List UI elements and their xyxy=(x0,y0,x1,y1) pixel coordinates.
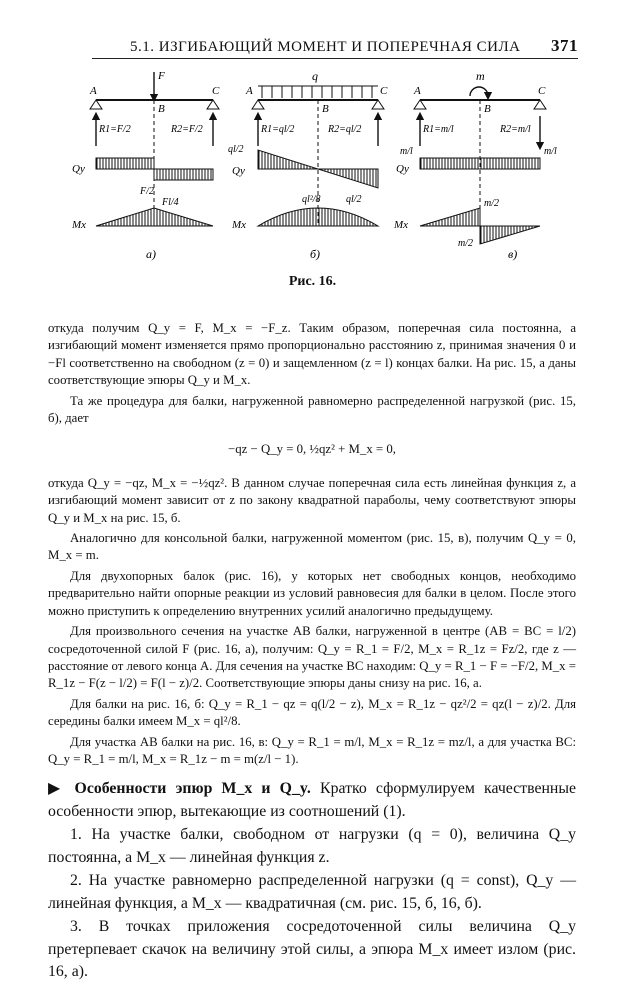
label-fl4-a: Fl/4 xyxy=(162,197,179,208)
label-ml-c-left: m/l xyxy=(400,146,413,157)
label-mx-b: Mx xyxy=(232,219,247,231)
mx-diagram-b xyxy=(258,208,378,226)
qy-diagram-a-neg xyxy=(154,169,213,180)
support-c-right xyxy=(534,100,546,109)
label-r2-c: R2=m/l xyxy=(500,124,531,135)
label-r1-b: R1=ql/2 xyxy=(261,124,295,135)
features-section xyxy=(48,778,576,984)
panel-a xyxy=(71,70,220,261)
qy-diagram-a-pos xyxy=(96,158,154,169)
support-c-left xyxy=(414,100,426,109)
label-a-b: A xyxy=(246,85,253,97)
label-f: F xyxy=(158,70,165,82)
section-heading-para xyxy=(48,778,576,823)
mx-diagram-a xyxy=(96,208,213,226)
mx-diagram-c-pos xyxy=(420,208,480,226)
subfig-label-a: а) xyxy=(146,247,156,261)
panel-c xyxy=(393,69,557,261)
label-mx-c: Mx xyxy=(394,219,409,231)
label-ql28-b: ql²/8 xyxy=(302,194,321,205)
page-number: 371 xyxy=(551,36,578,55)
label-b-b: B xyxy=(322,103,329,115)
label-m2-c-bottom: m/2 xyxy=(458,238,473,249)
support-a-left xyxy=(90,100,102,109)
paragraph-3: откуда Q_y = −qz, M_x = −½qz². В данном случае поперечная сила есть линейная функция z, а изгибающий момент зависит от z по закону квадратной параболы, чему соответствуют эпюры Q_y и M_x на рис. 15, б. xyxy=(48,475,576,525)
paragraph-2: Та же процедура для балки, нагруженной равномерно распределенной нагрузкой (рис. 15, б), дает xyxy=(48,393,576,426)
qy-diagram-c xyxy=(420,158,540,169)
body-text xyxy=(48,320,576,985)
paragraph-7: Для балки на рис. 16, б: Q_y = R_1 − qz = q(l/2 − z), M_x = R_1z − qz²/2 = qz(l − z)/2. Для середины балки имеем M_x = ql²/8. xyxy=(48,696,576,729)
label-r1-a: R1=F/2 xyxy=(99,124,131,135)
label-a-a: A xyxy=(90,85,97,97)
distributed-load-b xyxy=(262,86,372,98)
label-r1-c: R1=m/l xyxy=(423,124,454,135)
label-r2-a: R2=F/2 xyxy=(171,124,203,135)
label-m: m xyxy=(476,69,485,83)
paragraph-8: Для участка AB балки на рис. 16, в: Q_y = R_1 = m/l, M_x = R_1z = mz/l, а для участка BC: Q_y = R_1 = m/l, M_x = R_1z − m = m(z/l − 1). xyxy=(48,734,576,766)
item-2: 2. На участке равномерно распределенной нагрузки (q = const), Q_y — линейная функция, а M_x — квадратичная (см. рис. 15, б, 16, б). xyxy=(48,872,576,912)
paragraph-4: Аналогично для консольной балки, нагруженной моментом (рис. 15, в), получим Q_y = 0, M_x = m. xyxy=(48,531,576,563)
paragraph-6: Для произвольного сечения на участке AB балки, нагруженной в центре (AB = BC = l/2) сосредоточенной силой F (рис. 16, а), получим: Q_y = R_1 = F/2, M_x = R_1z = Fz/2, где z — расстояние от левого конца A. Для сечения на участке BC находим: Q_y = R_1 − F = −F/2, M_x = R_1z − F(z − l/2) = F(l − z)/2. Соответствующие эпюры даны снизу на рис. 16, а. xyxy=(48,624,576,691)
section-title: 5.1. ИЗГИБАЮЩИЙ МОМЕНТ И ПОПЕРЕЧНАЯ СИЛА xyxy=(130,39,521,55)
item-3: 3. В точках приложения сосредоточенной силы величина Q_y претерпевает скачок на величину этой силы, а эпюра M_x имеет излом (рис. 16, а). xyxy=(48,918,576,981)
label-ml-c-right: m/l xyxy=(544,146,557,157)
paragraph-1: откуда получим Q_y = F, M_x = −F_z. Таким образом, поперечная сила постоянна, а изгибающий момент изменяется прямо пропорционально расстоянию z, принимая значения 0 и −Fl соответственно на свободном (z = 0) и защемленном (z = l) концах балки. На рис. 15, а даны соответствующие эпюры Q_y и M_x. xyxy=(48,321,576,388)
label-m2-c-top: m/2 xyxy=(484,198,499,209)
subfig-label-b: б) xyxy=(310,247,321,261)
panel-b xyxy=(228,69,388,261)
label-q: q xyxy=(312,69,318,83)
running-header xyxy=(130,36,578,58)
label-c-b: C xyxy=(380,85,388,97)
label-r2-b: R2=ql/2 xyxy=(328,124,362,135)
label-b-c: B xyxy=(484,103,491,115)
support-b-left xyxy=(252,100,264,109)
label-qy-a: Qy xyxy=(72,163,85,175)
support-a-right xyxy=(207,100,219,109)
figure-caption: Рис. 16. xyxy=(288,274,337,289)
figure-16 xyxy=(72,66,568,266)
label-c-a: C xyxy=(212,85,220,97)
support-b-right xyxy=(372,100,384,109)
formula-1: −qz − Q_y = 0, ½qz² + M_x = 0, xyxy=(228,442,396,457)
paragraph-5: Для двухопорных балок (рис. 16), у которых нет свободных концов, необходимо предварительно найти опорные реакции из условий равновесия для балки в целом. После этого можно приступить к определению внутренних усилий аналогично предыдущему. xyxy=(48,568,576,618)
label-qy-b: Qy xyxy=(232,165,245,177)
label-ql2-b-right: ql/2 xyxy=(346,194,362,205)
label-mx-a: Mx xyxy=(72,219,87,231)
label-b-a: B xyxy=(158,103,165,115)
label-a-c: A xyxy=(414,85,421,97)
mx-diagram-c-neg xyxy=(480,226,540,244)
label-fhalf-a: F/2 xyxy=(140,186,154,197)
moment-m-arrow xyxy=(470,87,488,96)
label-ql2-b-left: ql/2 xyxy=(228,144,244,155)
item-1: 1. На участке балки, свободном от нагрузки (q = 0), величина Q_y постоянна, а M_x — линейная функция z. xyxy=(48,826,576,866)
label-c-c: C xyxy=(538,85,546,97)
section-heading: ▶ Особенности эпюр M_x и Q_y. xyxy=(48,780,311,798)
label-qy-c: Qy xyxy=(396,163,409,175)
section-intro: Кратко сформулируем качественные особенности эпюр, вытекающие из соотношений (1). xyxy=(48,780,576,820)
header-rule xyxy=(92,58,578,59)
subfig-label-c: в) xyxy=(508,247,518,261)
